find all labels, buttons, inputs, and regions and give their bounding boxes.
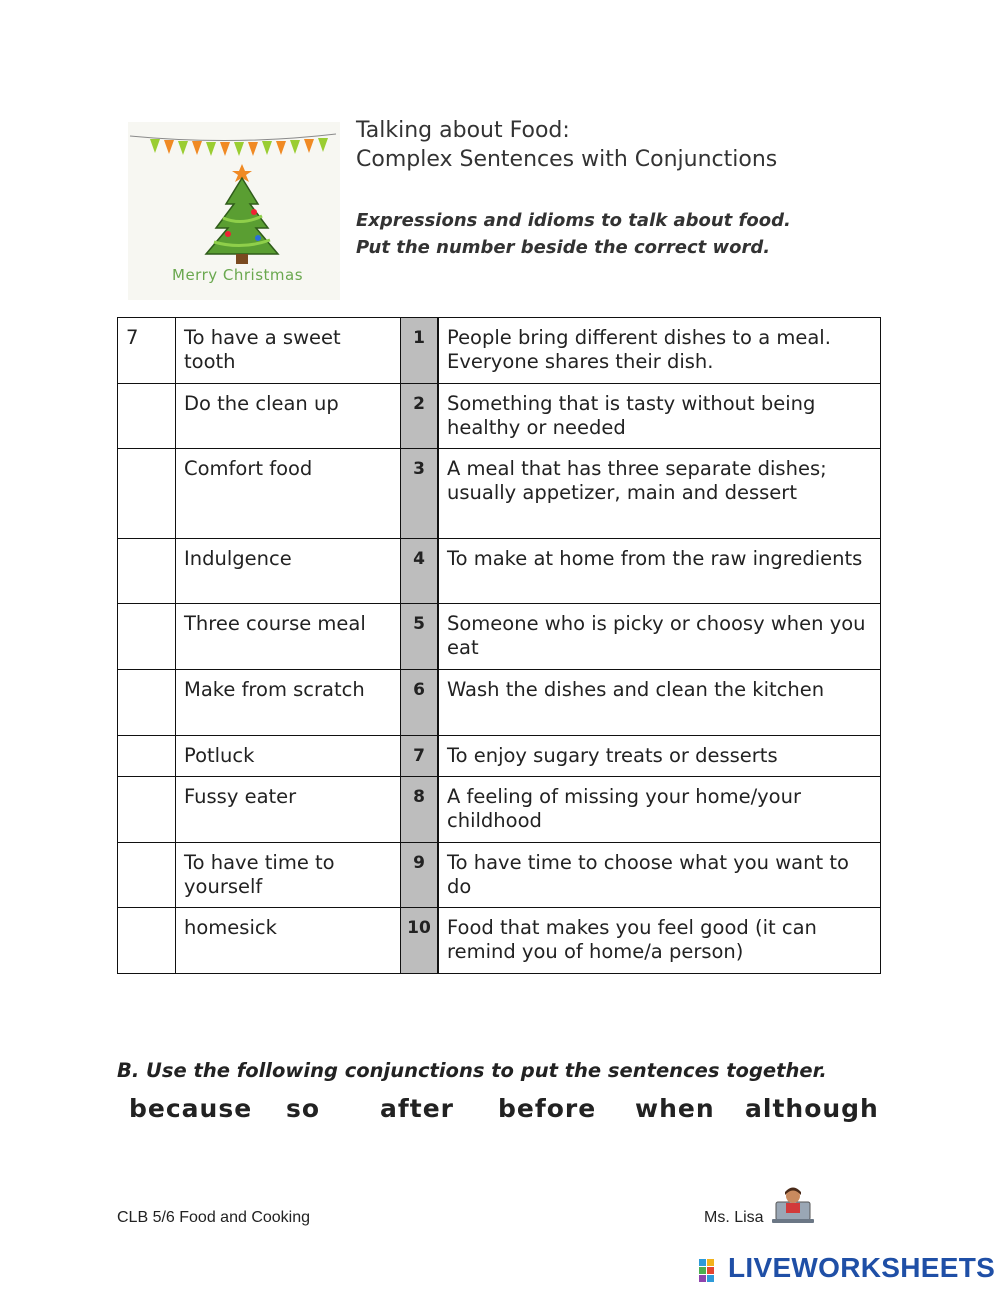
number-cell: 6	[401, 670, 439, 736]
table-row	[118, 670, 881, 736]
footer-teacher: Ms. Lisa	[704, 1209, 764, 1226]
table-row	[118, 777, 881, 843]
footer-course: CLB 5/6 Food and Cooking	[117, 1209, 311, 1226]
definition-cell: Something that is tasty without being healthy or needed	[438, 384, 881, 449]
term-cell: homesick	[176, 908, 401, 974]
section-b-instruction: B. Use the following conjunctions to put the sentences together.	[117, 1059, 827, 1082]
conjunction-word: before	[498, 1094, 597, 1123]
term-cell: Fussy eater	[176, 777, 401, 843]
christmas-image	[128, 122, 340, 300]
term-cell: Potluck	[176, 736, 401, 777]
definition-cell: People bring different dishes to a meal. Everyone shares their dish.	[438, 318, 881, 384]
table-row	[118, 318, 881, 384]
definition-cell: A feeling of missing your home/your childhood	[438, 777, 881, 843]
term-cell: Comfort food	[176, 449, 401, 539]
teacher-avatar	[772, 1186, 814, 1224]
term-cell: To have a sweet tooth	[176, 318, 401, 384]
definition-cell: To make at home from the raw ingredients	[438, 539, 881, 604]
table-row	[118, 539, 881, 604]
table-row	[118, 736, 881, 777]
definition-cell: Wash the dishes and clean the kitchen	[438, 670, 881, 736]
brand-name: LIVEWORKSHEETS	[728, 1252, 996, 1283]
number-cell: 1	[401, 318, 439, 384]
answer-input[interactable]	[118, 604, 176, 670]
term-cell: Indulgence	[176, 539, 401, 604]
number-cell: 8	[401, 777, 439, 843]
table-row	[118, 384, 881, 449]
teacher-laptop-icon	[772, 1186, 814, 1224]
conjunction-word: so	[286, 1094, 321, 1123]
answer-input[interactable]	[118, 384, 176, 449]
term-cell: Make from scratch	[176, 670, 401, 736]
liveworksheets-logo-icon	[697, 1253, 725, 1287]
answer-input[interactable]	[118, 843, 176, 908]
number-cell: 3	[401, 449, 439, 539]
table-row	[118, 604, 881, 670]
answer-input[interactable]	[118, 777, 176, 843]
title-line-1: Talking about Food:	[356, 118, 570, 143]
conjunction-word: after	[380, 1094, 454, 1123]
conjunction-word: although	[745, 1094, 879, 1123]
number-cell: 4	[401, 539, 439, 604]
answer-input[interactable]	[118, 736, 176, 777]
number-cell: 5	[401, 604, 439, 670]
merry-christmas-caption: Merry Christmas	[172, 266, 304, 284]
answer-input[interactable]	[118, 449, 176, 539]
answer-input[interactable]	[118, 539, 176, 604]
conjunction-word: when	[635, 1094, 715, 1123]
number-cell: 7	[401, 736, 439, 777]
answer-input[interactable]: 7	[118, 318, 176, 384]
number-cell: 9	[401, 843, 439, 908]
table-row	[118, 908, 881, 974]
instructions	[356, 207, 791, 261]
definition-cell: Someone who is picky or choosy when you eat	[438, 604, 881, 670]
definition-cell: To enjoy sugary treats or desserts	[438, 736, 881, 777]
table-row	[118, 843, 881, 908]
answer-input[interactable]	[118, 908, 176, 974]
instruction-line-2: Put the number beside the correct word.	[356, 237, 771, 258]
title-line-2: Complex Sentences with Conjunctions	[356, 147, 778, 172]
table-row	[118, 449, 881, 539]
answer-input[interactable]	[118, 670, 176, 736]
conjunction-word: because	[129, 1094, 253, 1123]
liveworksheets-logo	[697, 1253, 725, 1287]
definition-cell: To have time to choose what you want to do	[438, 843, 881, 908]
matching-table	[117, 317, 881, 974]
definition-cell: A meal that has three separate dishes; usually appetizer, main and dessert	[438, 449, 881, 539]
term-cell: Three course meal	[176, 604, 401, 670]
number-cell: 10	[401, 908, 439, 974]
definition-cell: Food that makes you feel good (it can remind you of home/a person)	[438, 908, 881, 974]
number-cell: 2	[401, 384, 439, 449]
instruction-line-1: Expressions and idioms to talk about food.	[356, 210, 791, 231]
term-cell: To have time to yourself	[176, 843, 401, 908]
term-cell: Do the clean up	[176, 384, 401, 449]
page-title	[356, 116, 777, 174]
